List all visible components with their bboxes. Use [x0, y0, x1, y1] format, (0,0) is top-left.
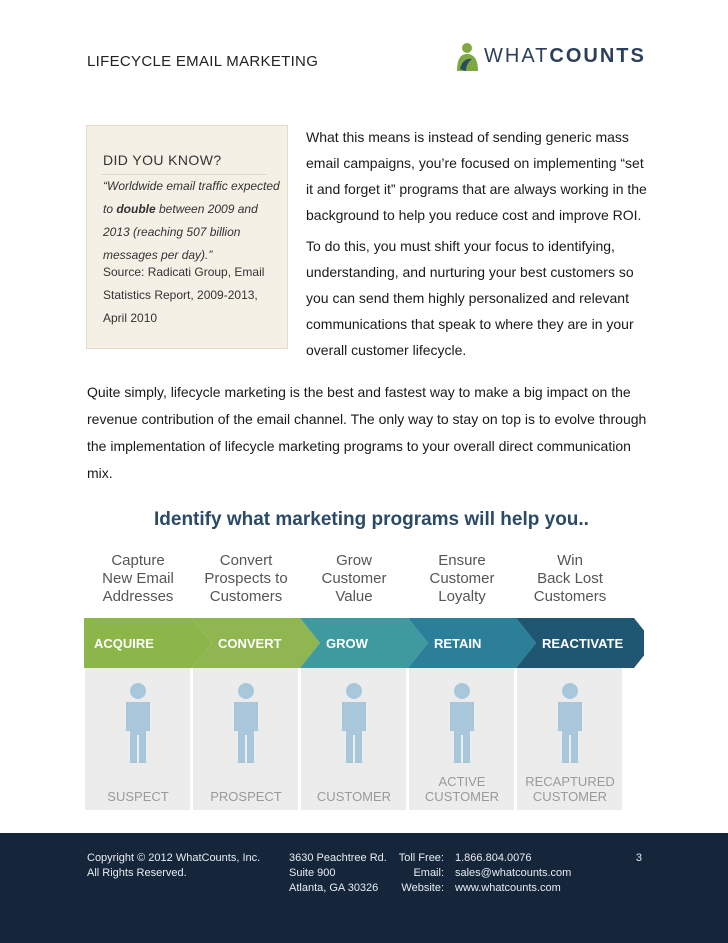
intro-column — [306, 124, 651, 363]
goal-label: Customers — [533, 588, 607, 605]
whatcounts-logo — [454, 41, 654, 73]
goal-label: Win — [557, 552, 583, 569]
goal-label: Loyalty — [438, 588, 486, 605]
logo-word-counts: COUNTS — [549, 45, 646, 67]
intro-paragraph-1: What this means is instead of sending generic mass email campaigns, you’re focused on implementing “set it and forget it” programs that are always working in the background to help you reduce cost and improve ROI. — [306, 129, 647, 223]
callout-quote — [103, 175, 281, 267]
goal-label: Grow — [336, 552, 372, 569]
goal-label: Value — [335, 588, 373, 605]
footer-tollfree: 1.866.804.0076 — [455, 852, 532, 864]
callout-quote-part: between 2009 and 2013 (reaching 507 billion messages per day).” — [103, 202, 258, 262]
stage-label: REACTIVATE — [542, 636, 624, 651]
goal-label: New Email — [102, 570, 174, 587]
footer-website-label: Website: — [401, 882, 444, 894]
infographic-graphic — [84, 505, 644, 815]
persona-label: ACTIVE — [438, 774, 486, 789]
goal-label: Addresses — [102, 588, 174, 605]
document-header-title: LIFECYCLE EMAIL MARKETING — [87, 53, 319, 70]
footer-rights: All Rights Reserved. — [87, 867, 187, 879]
persona-label: PROSPECT — [210, 789, 282, 804]
persona-label: SUSPECT — [107, 789, 169, 804]
footer-email-label: Email: — [413, 867, 444, 879]
goal-label: Customers — [209, 588, 283, 605]
intro-paragraph-2: To do this, you must shift your focus to identifying, understanding, and nurturing your best customers so you can send them highly personalized and relevant communications that speak to where they are in your overall customer lifecycle. — [306, 238, 634, 358]
goal-label: Capture — [111, 552, 165, 569]
persona-label: CUSTOMER — [316, 789, 392, 804]
goal-label: Customer — [429, 570, 495, 587]
footer-address-line: 3630 Peachtree Rd. — [289, 852, 387, 864]
persona-label: RECAPTURED — [525, 774, 615, 789]
goal-label: Prospects to — [204, 570, 288, 587]
stage-label: CONVERT — [218, 636, 282, 651]
logo-person-icon — [454, 41, 482, 73]
callout-source: Source: Radicati Group, Email Statistics Report, 2009-2013, April 2010 — [103, 265, 265, 325]
persona-label: CUSTOMER — [424, 789, 500, 804]
infographic-title: Identify what marketing programs will help you.. — [154, 509, 589, 530]
body-paragraph: Quite simply, lifecycle marketing is the best and fastest way to make a big impact on the revenue contribution of the email channel. The only way to stay on top is to evolve through the implementation of lifecycle marketing programs to your overall direct communication mix. — [87, 384, 647, 481]
page-footer — [0, 833, 728, 943]
footer-email-link[interactable]: sales@whatcounts.com — [455, 867, 572, 879]
callout-heading: DID YOU KNOW? — [103, 152, 222, 168]
goal-label: Back Lost — [537, 570, 603, 587]
did-you-know-callout — [86, 125, 288, 349]
stage-label: RETAIN — [434, 636, 482, 651]
footer-address-line: Suite 900 — [289, 867, 336, 879]
footer-tollfree-label: Toll Free: — [398, 852, 444, 864]
stage-label: ACQUIRE — [94, 636, 154, 651]
logo-word-what: WHAT — [484, 45, 550, 67]
stage-label: GROW — [326, 636, 368, 651]
goal-label: Customer — [321, 570, 387, 587]
footer-website-link[interactable]: www.whatcounts.com — [455, 882, 561, 894]
persona-label: CUSTOMER — [532, 789, 608, 804]
goal-label: Convert — [219, 552, 273, 569]
footer-address-line: Atlanta, GA 30326 — [289, 882, 379, 894]
goal-label: Ensure — [438, 552, 486, 569]
callout-quote-part: “Worldwide email traffic expected to — [103, 179, 280, 216]
footer-copyright: Copyright © 2012 WhatCounts, Inc. — [87, 852, 261, 864]
page-number: 3 — [635, 852, 642, 864]
lifecycle-infographic — [84, 505, 644, 815]
callout-quote-emphasis: double — [116, 202, 156, 216]
